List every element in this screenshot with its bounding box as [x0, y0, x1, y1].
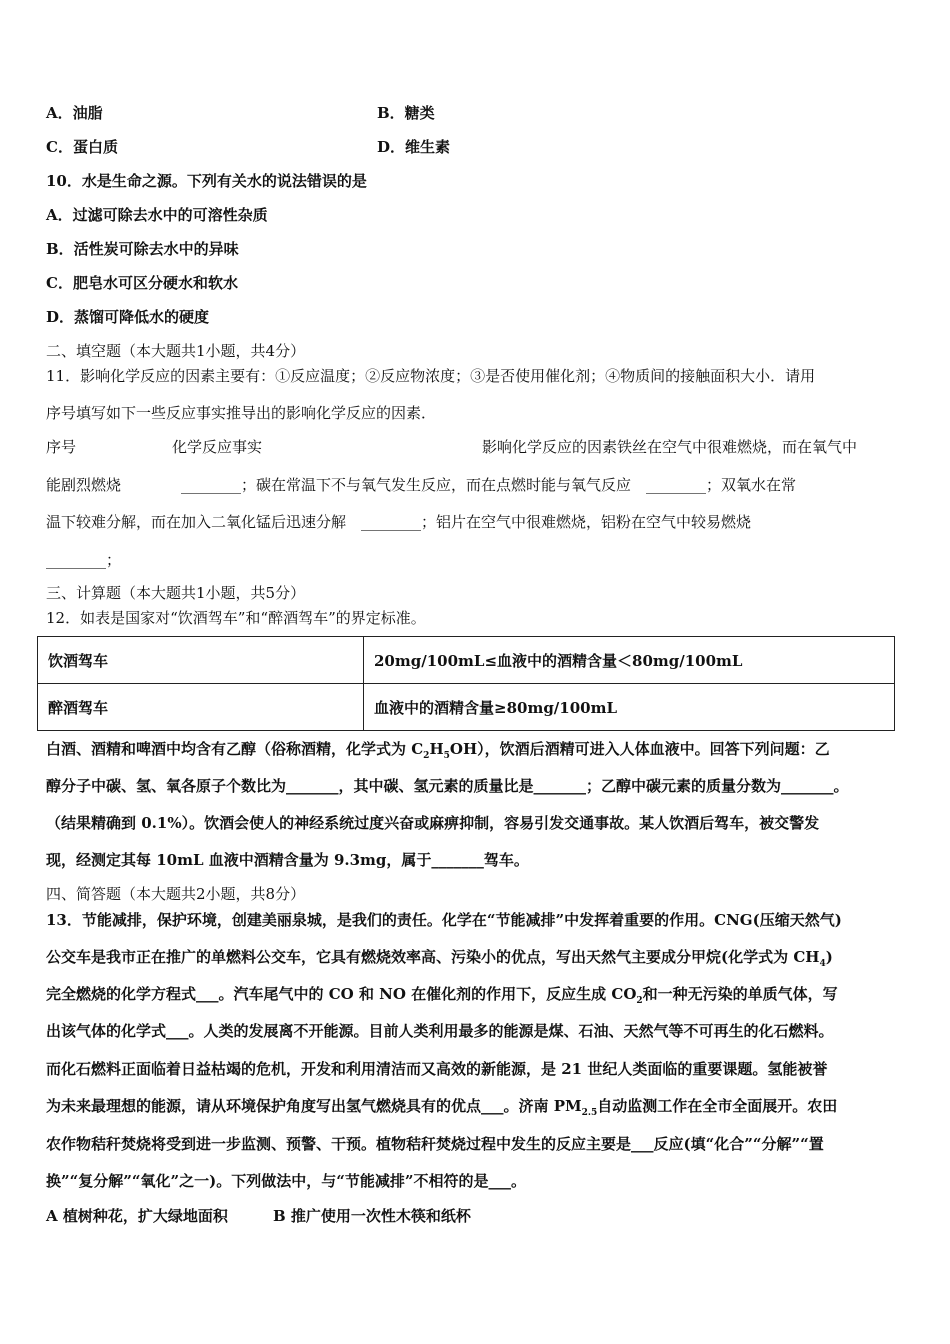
- q10-option-c: C．肥皂水可区分硬水和软水: [46, 274, 238, 292]
- q12-text: H: [429, 740, 444, 758]
- table-cell-name: 饮酒驾车: [38, 637, 364, 684]
- option-d: D．维生素: [377, 138, 451, 156]
- option-a: A．油脂: [46, 104, 103, 122]
- q11-line-2: 序号填写如下一些反应事实推导出的影响化学反应的因素．: [46, 404, 437, 422]
- q13-line-1: 13．节能减排，保护环境，创建美丽泉城，是我们的责任。化学在“节能减排”中发挥着重要的作用。CNG(压缩天然气): [46, 911, 842, 929]
- subscript: 2.5: [581, 1108, 598, 1118]
- section-2-heading: 二、填空题（本大题共1小题，共4分）: [46, 342, 306, 360]
- subscript: 4: [819, 959, 826, 969]
- table-cell-value: 20mg/100mL≤血液中的酒精含量＜80mg/100mL: [364, 637, 895, 684]
- q13-line-7: 农作物秸秆焚烧将受到进一步监测、预警、干预。植物秸秆焚烧过程中发生的反应主要是___反应(填“化合”“分解”“置: [46, 1135, 824, 1153]
- q13-line-3: [46, 983, 838, 1006]
- section-3-heading: 三、计算题（本大题共1小题，共5分）: [46, 584, 306, 602]
- option-b: B．糖类: [377, 104, 435, 122]
- q13-line-8: 换”“复分解”“氧化”之一)。下列做法中，与“节能减排”不相符的是___。: [46, 1172, 526, 1190]
- q11-col-factor: 影响化学反应的因素铁丝在空气中很难燃烧，而在氧气中: [482, 438, 858, 456]
- q13-line-2: [46, 946, 833, 969]
- q11-line-5: 温下较难分解，而在加入二氧化锰后迅速分解 ________；铝片在空气中很难燃烧，铝粉在空气中较易燃烧: [46, 513, 752, 531]
- q10-option-b: B．活性炭可除去水中的异味: [46, 240, 239, 258]
- table-cell-value: 血液中的酒精含量≥80mg/100mL: [364, 684, 895, 731]
- q10-stem: 10．水是生命之源。下列有关水的说法错误的是: [46, 172, 367, 190]
- q13-text: ): [825, 948, 833, 966]
- q11-line-1: 11．影响化学反应的因素主要有：①反应温度；②反应物浓度；③是否使用催化剂；④物质间的接触面积大小．请用: [46, 367, 816, 385]
- q12-line-5: 现，经测定其每 10mL 血液中酒精含量为 9.3mg，属于_______驾车。: [46, 851, 529, 869]
- q13-option-a: A 植树种花，扩大绿地面积: [46, 1207, 228, 1225]
- table-row: [38, 684, 895, 731]
- q12-text: OH），饮酒后酒精可进入人体血液中。回答下列问题：乙: [449, 740, 830, 758]
- q13-line-6: [46, 1095, 837, 1118]
- q13-text: 完全燃烧的化学方程式___。汽车尾气中的 CO 和 NO 在催化剂的作用下，反应生成 CO: [46, 985, 637, 1003]
- q13-text: 自动监测工作在全市全面展开。农田: [597, 1097, 838, 1115]
- q13-text: 为未来最理想的能源，请从环境保护角度写出氢气燃烧具有的优点___。济南 PM: [46, 1097, 582, 1115]
- q10-option-a: A．过滤可除去水中的可溶性杂质: [46, 206, 268, 224]
- section-4-heading: 四、简答题（本大题共2小题，共8分）: [46, 885, 306, 903]
- q11-line-6: ________；: [46, 551, 122, 569]
- alcohol-standard-table: [37, 636, 895, 731]
- q13-line-5: 而化石燃料正面临着日益枯竭的危机，开发和利用清洁而又高效的新能源，是 21 世纪人类面临的重要课题。氢能被誉: [46, 1060, 828, 1078]
- q12-line-1: 12．如表是国家对“饮酒驾车”和“醉酒驾车”的界定标准。: [46, 609, 426, 627]
- q13-line-4: 出该气体的化学式___。人类的发展离不开能源。目前人类利用最多的能源是煤、石油、天然气等不可再生的化石燃料。: [46, 1022, 834, 1040]
- q13-text: 公交车是我市正在推广的单燃料公交车，它具有燃烧效率高、污染小的优点，写出天然气主要成分甲烷(化学式为 CH: [46, 948, 820, 966]
- q11-col-seq: 序号: [46, 438, 77, 456]
- table-row: [38, 637, 895, 684]
- q11-col-fact: 化学反应事实: [172, 438, 263, 456]
- table-cell-name: 醉酒驾车: [38, 684, 364, 731]
- q11-line-4: 能剧烈燃烧 ________；碳在常温下不与氧气发生反应，而在点燃时能与氧气反应 ________；双氧水在常: [46, 476, 797, 494]
- q13-text: 和一种无污染的单质气体，写: [642, 985, 838, 1003]
- subscript: 2: [636, 996, 643, 1006]
- q12-line-3: 醇分子中碳、氢、氧各原子个数比为_______，其中碳、氢元素的质量比是_______；乙醇中碳元素的质量分数为_______。: [46, 777, 849, 795]
- q10-option-d: D．蒸馏可降低水的硬度: [46, 308, 210, 326]
- q13-option-b: B 推广使用一次性木筷和纸杯: [273, 1207, 471, 1225]
- q12-line-2: [46, 738, 830, 761]
- subscript: 2: [423, 751, 430, 761]
- q12-text: 白酒、酒精和啤酒中均含有乙醇（俗称酒精，化学式为 C: [46, 740, 424, 758]
- subscript: 5: [443, 751, 450, 761]
- option-c: C．蛋白质: [46, 138, 118, 156]
- q12-line-4: （结果精确到 0.1%）。饮酒会使人的神经系统过度兴奋或麻痹抑制，容易引发交通事故。某人饮酒后驾车，被交警发: [46, 814, 820, 832]
